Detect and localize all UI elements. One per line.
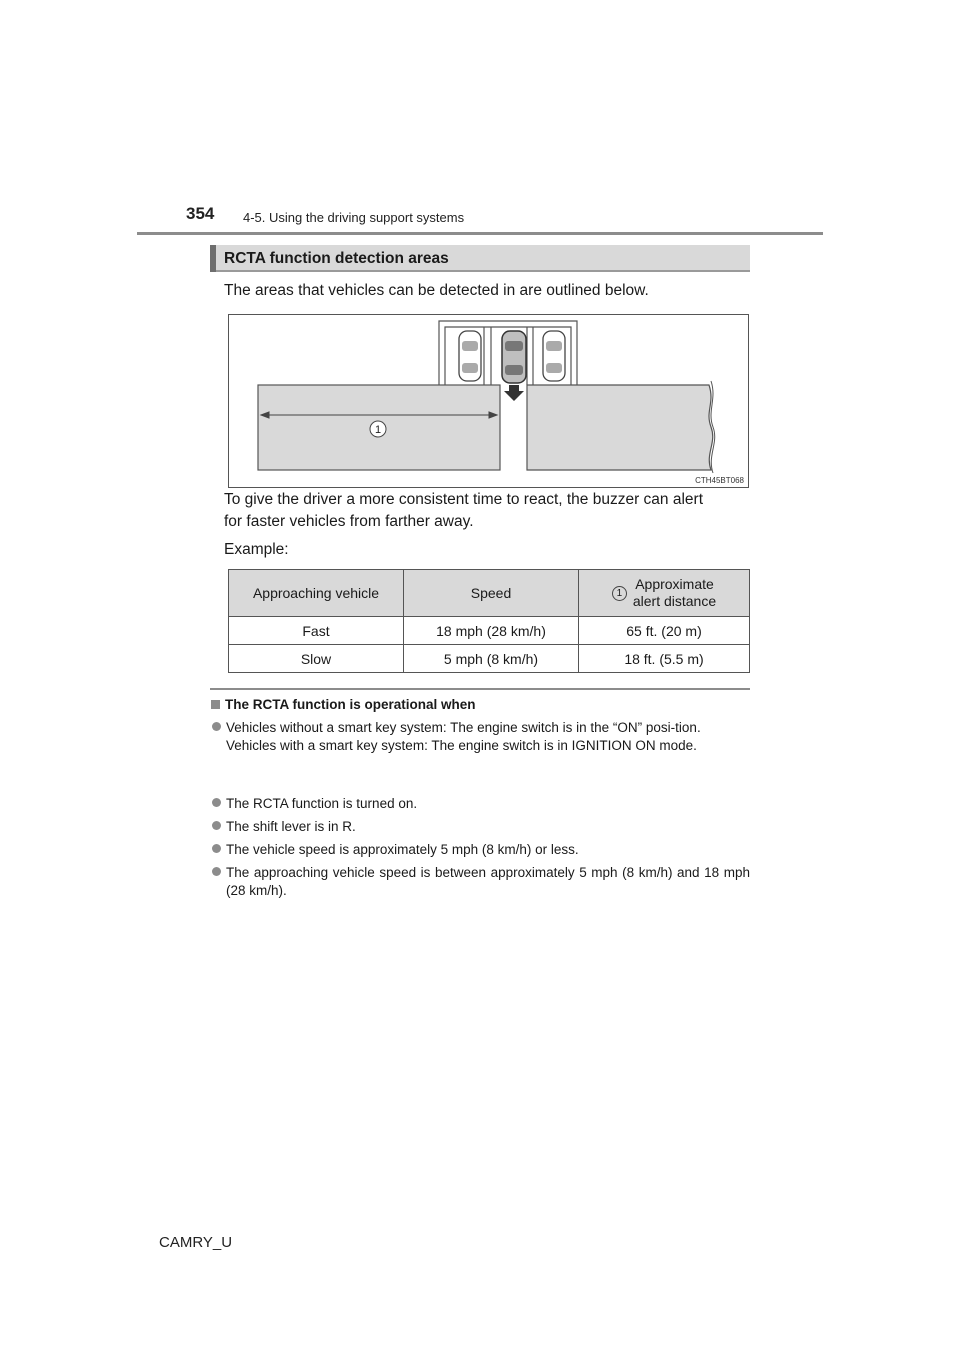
parked-car-right-icon [543,331,565,381]
table-header-callout: 1 [612,586,627,601]
table-header-distance-line-2: alert distance [632,593,717,609]
detection-area-right [527,385,713,470]
note-bullet-text: The shift lever is in R. [226,819,356,834]
reverse-arrow-icon [504,385,524,401]
bullet-dot-icon [212,867,221,876]
page-number: 354 [186,204,215,223]
note-divider [210,688,750,690]
callout-number: 1 [374,424,382,436]
bullet-dot-icon [212,844,221,853]
table-cell: 18 ft. (5.5 m) [579,645,750,673]
note-bullet [212,864,750,899]
note-title [211,697,476,712]
square-bullet-icon [211,700,220,709]
explanation-line-2: for faster vehicles from farther away. [224,513,474,530]
table-header-speed: Speed [404,570,579,617]
table-cell: 65 ft. (20 m) [579,617,750,645]
table-cell: Fast [229,617,404,645]
note-bullet [212,795,750,813]
detection-area-diagram [229,315,748,487]
table-header-distance [579,570,750,617]
note-bullet-text: Vehicles without a smart key system: The engine switch is in the “ON” posi-tion. [226,720,701,735]
note-bullet-text: The RCTA function is turned on. [226,796,418,811]
table-header-vehicle: Approaching vehicle [229,570,404,617]
reversing-car-icon [502,331,526,383]
note-bullet-text: The approaching vehicle speed is between approximately 5 mph (8 km/h) and 18 mph (28 km/h). [226,865,750,898]
intro-text: The areas that vehicles can be detected in are outlined below. [224,282,649,299]
table-header-row [229,570,750,617]
table-cell: 18 mph (28 km/h) [404,617,579,645]
table-row [229,617,750,645]
note-bullet-text: The vehicle speed is approximately 5 mph (8 km/h) or less. [226,842,579,857]
explanation-line-1: To give the driver a more consistent time to react, the buzzer can alert [224,491,704,508]
alert-distance-table [228,569,750,673]
note-bullet-text: Vehicles with a smart key system: The engine switch is in IGNITION ON mode. [226,737,697,753]
detection-area-figure [228,314,749,488]
note-bullet [212,841,750,859]
note-title-text: The RCTA function is operational when [225,697,476,712]
bullet-dot-icon [212,821,221,830]
example-label: Example: [224,541,289,558]
table-cell: 5 mph (8 km/h) [404,645,579,673]
heading-accent [210,245,216,272]
heading-title: RCTA function detection areas [224,250,449,267]
header-divider [137,232,823,235]
table-row [229,645,750,673]
note-bullet [212,719,750,754]
footer-model-code: CAMRY_U [159,1234,233,1251]
bullet-dot-icon [212,722,221,731]
section-title: 4-5. Using the driving support systems [243,210,465,225]
note-bullet [212,818,750,836]
figure-code: CTH45BT068 [695,476,744,485]
table-header-distance-line-1: Approximate [635,576,714,592]
parked-car-left-icon [459,331,481,381]
bullet-dot-icon [212,798,221,807]
table-cell: Slow [229,645,404,673]
